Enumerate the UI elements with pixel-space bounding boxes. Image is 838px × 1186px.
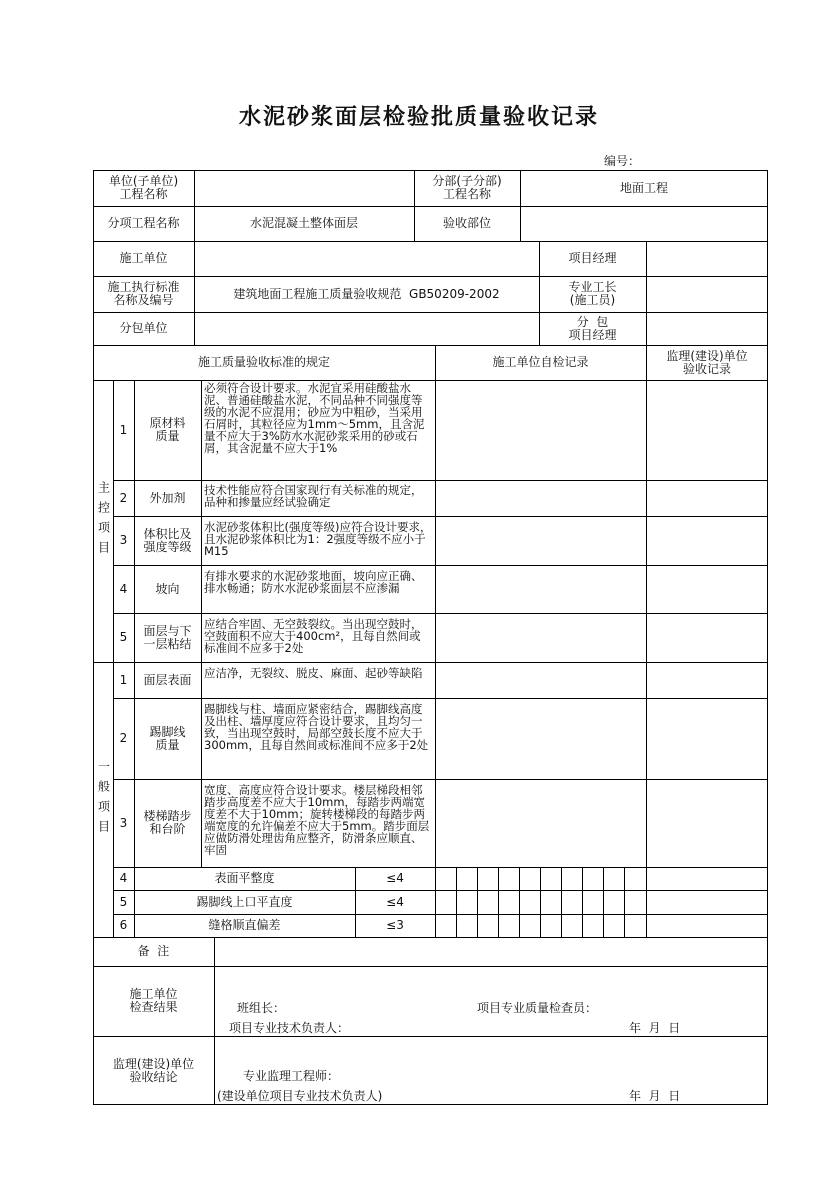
sub-project-manager-label: 分 包 项目经理 xyxy=(568,314,617,342)
general-item-name: 楼梯踏步 和台阶 xyxy=(143,809,192,836)
supervising-engineer-label: 专业监理工程师： xyxy=(243,1069,340,1083)
main-item-number: 5 xyxy=(119,630,128,644)
general-item-spec: 宽度、高度应符合设计要求。楼层梯段相邻踏步高度差不应大于10mm，每踏步两端宽度差不大于10mm；旋转楼梯段的每踏步两端宽度的允许偏差不应大于5mm。踏步面层应做防滑处理齿角应整齐，防滑条应顺直、牢固 xyxy=(204,783,430,857)
tech-lead-label: 项目专业技术负责人： xyxy=(229,1021,350,1035)
main-item-name: 面层与下 一层粘结 xyxy=(143,623,192,651)
general-item-number: 1 xyxy=(119,672,128,687)
main-item-spec: 应结合牢固、无空鼓裂纹。当出现空鼓时，空鼓面积不应大于400cm²，且每自然间或标准间不应多于2处 xyxy=(204,617,423,655)
subcontractor-value[interactable] xyxy=(194,312,539,345)
main-item-number: 2 xyxy=(119,490,128,505)
main-item-number: 1 xyxy=(119,422,128,437)
sub-project-manager-value[interactable] xyxy=(646,312,768,345)
main-item-name: 体积比及 强度等级 xyxy=(143,526,192,554)
tolerance-item-limit: ≤3 xyxy=(386,918,404,932)
tolerance-item-limit: ≤4 xyxy=(386,871,404,885)
item-project-name-label: 分项工程名称 xyxy=(107,216,180,230)
main-item-spec: 技术性能应符合国家现行有关标准的规定，品种和掺量应经试验确定 xyxy=(204,483,423,509)
main-item-spec: 水泥砂浆体积比(强度等级)应符合设计要求，且水泥砂浆体积比为1：2强度等级不应小于M15 xyxy=(204,520,432,558)
tolerance-item-limit: ≤4 xyxy=(386,894,404,909)
general-item-number: 2 xyxy=(119,731,128,745)
subcontractor-label: 分包单位 xyxy=(119,321,168,335)
main-item-name: 原材料 质量 xyxy=(149,416,186,443)
self-check-column-header: 施工单位自检记录 xyxy=(492,355,589,369)
qc-inspector-label: 项目专业质量检查员： xyxy=(477,1001,598,1015)
tolerance-item-name: 表面平整度 xyxy=(214,871,275,885)
general-item-name: 面层表面 xyxy=(143,672,192,687)
tolerance-item-name: 缝格顺直偏差 xyxy=(208,918,281,932)
inspection-form xyxy=(93,170,768,1105)
standard-name-label: 施工执行标准 名称及编号 xyxy=(107,280,180,307)
document-number-label: 编号： xyxy=(604,154,641,168)
construction-unit-label: 施工单位 xyxy=(119,251,168,265)
tolerance-item-name: 踢脚线上口平直度 xyxy=(196,894,293,909)
standard-name-value[interactable]: 建筑地面工程施工质量验收规范 GB50209-2002 xyxy=(233,286,500,301)
main-item-spec: 有排水要求的水泥砂浆地面，坡向应正确、排水畅通；防水水泥砂浆面层不应渗漏 xyxy=(204,569,423,595)
item-project-name-value[interactable]: 水泥混凝土整体面层 xyxy=(249,216,358,230)
general-item-spec: 应洁净，无裂纹、脱皮、麻面、起砂等缺陷 xyxy=(204,666,423,680)
unit-project-name-label: 单位(子单位) 工程名称 xyxy=(108,174,179,201)
main-item-name: 外加剂 xyxy=(149,490,186,505)
main-item-number: 3 xyxy=(119,533,128,547)
project-manager-value[interactable] xyxy=(646,241,768,276)
construction-unit-value[interactable] xyxy=(194,241,539,276)
foreman-value[interactable] xyxy=(646,276,768,312)
unit-project-name-value[interactable] xyxy=(194,170,414,206)
main-item-spec: 必须符合设计要求。水泥宜采用硅酸盐水泥、普通硅酸盐水泥，不同品种不同强度等级的水泥不应混用；砂应为中粗砂，当采用石屑时，其粒径应为1mm～5mm，且含泥量不应大于3%防水水泥砂浆采用的砂或石屑，其含泥量不应大于1% xyxy=(204,381,425,455)
general-item-number: 3 xyxy=(119,815,128,830)
team-leader-label: 班组长： xyxy=(237,1001,286,1015)
inspection-location-value[interactable] xyxy=(520,206,768,241)
main-item-name: 坡向 xyxy=(155,581,180,596)
supervision-date: 年 月 日 xyxy=(629,1089,681,1103)
main-item-number: 4 xyxy=(119,581,128,596)
inspection-location-label: 验收部位 xyxy=(442,216,491,230)
standard-column-header: 施工质量验收标准的规定 xyxy=(197,355,330,369)
page-title: 水泥砂浆面层检验批质量验收记录 xyxy=(238,105,599,130)
supervision-conclusion-label: 监理(建设)单位 验收结论 xyxy=(112,1056,195,1084)
project-manager-label: 项目经理 xyxy=(568,251,617,265)
foreman-label: 专业工长 (施工员) xyxy=(568,280,617,307)
construction-result-label: 施工单位 检查结果 xyxy=(129,987,178,1014)
supervisor-column-header: 监理(建设)单位 验收记录 xyxy=(666,348,748,376)
construction-date: 年 月 日 xyxy=(629,1021,681,1035)
tolerance-item-number: 5 xyxy=(119,894,128,909)
tolerance-item-number: 6 xyxy=(119,918,128,932)
owner-representative-label: (建设单位项目专业技术负责人) xyxy=(217,1089,383,1103)
general-item-name: 踢脚线 质量 xyxy=(149,724,186,752)
main-control-group-label: 主控项目 xyxy=(96,481,111,561)
sub-project-name-value[interactable]: 地面工程 xyxy=(619,180,668,195)
remarks-field[interactable] xyxy=(214,937,768,966)
remarks-label: 备 注 xyxy=(137,944,170,958)
tolerance-item-number: 4 xyxy=(119,871,128,885)
general-item-spec: 踢脚线与柱、墙面应紧密结合，踢脚线高度及出柱、墙厚度应符合设计要求，且均匀一致，当出现空鼓时，局部空鼓长度不应大于300mm，且每自然间或标准间不应多于2处 xyxy=(204,702,429,752)
general-group-label: 一般项目 xyxy=(96,759,111,840)
sub-project-name-label: 分部(子分部) 工程名称 xyxy=(432,174,502,201)
